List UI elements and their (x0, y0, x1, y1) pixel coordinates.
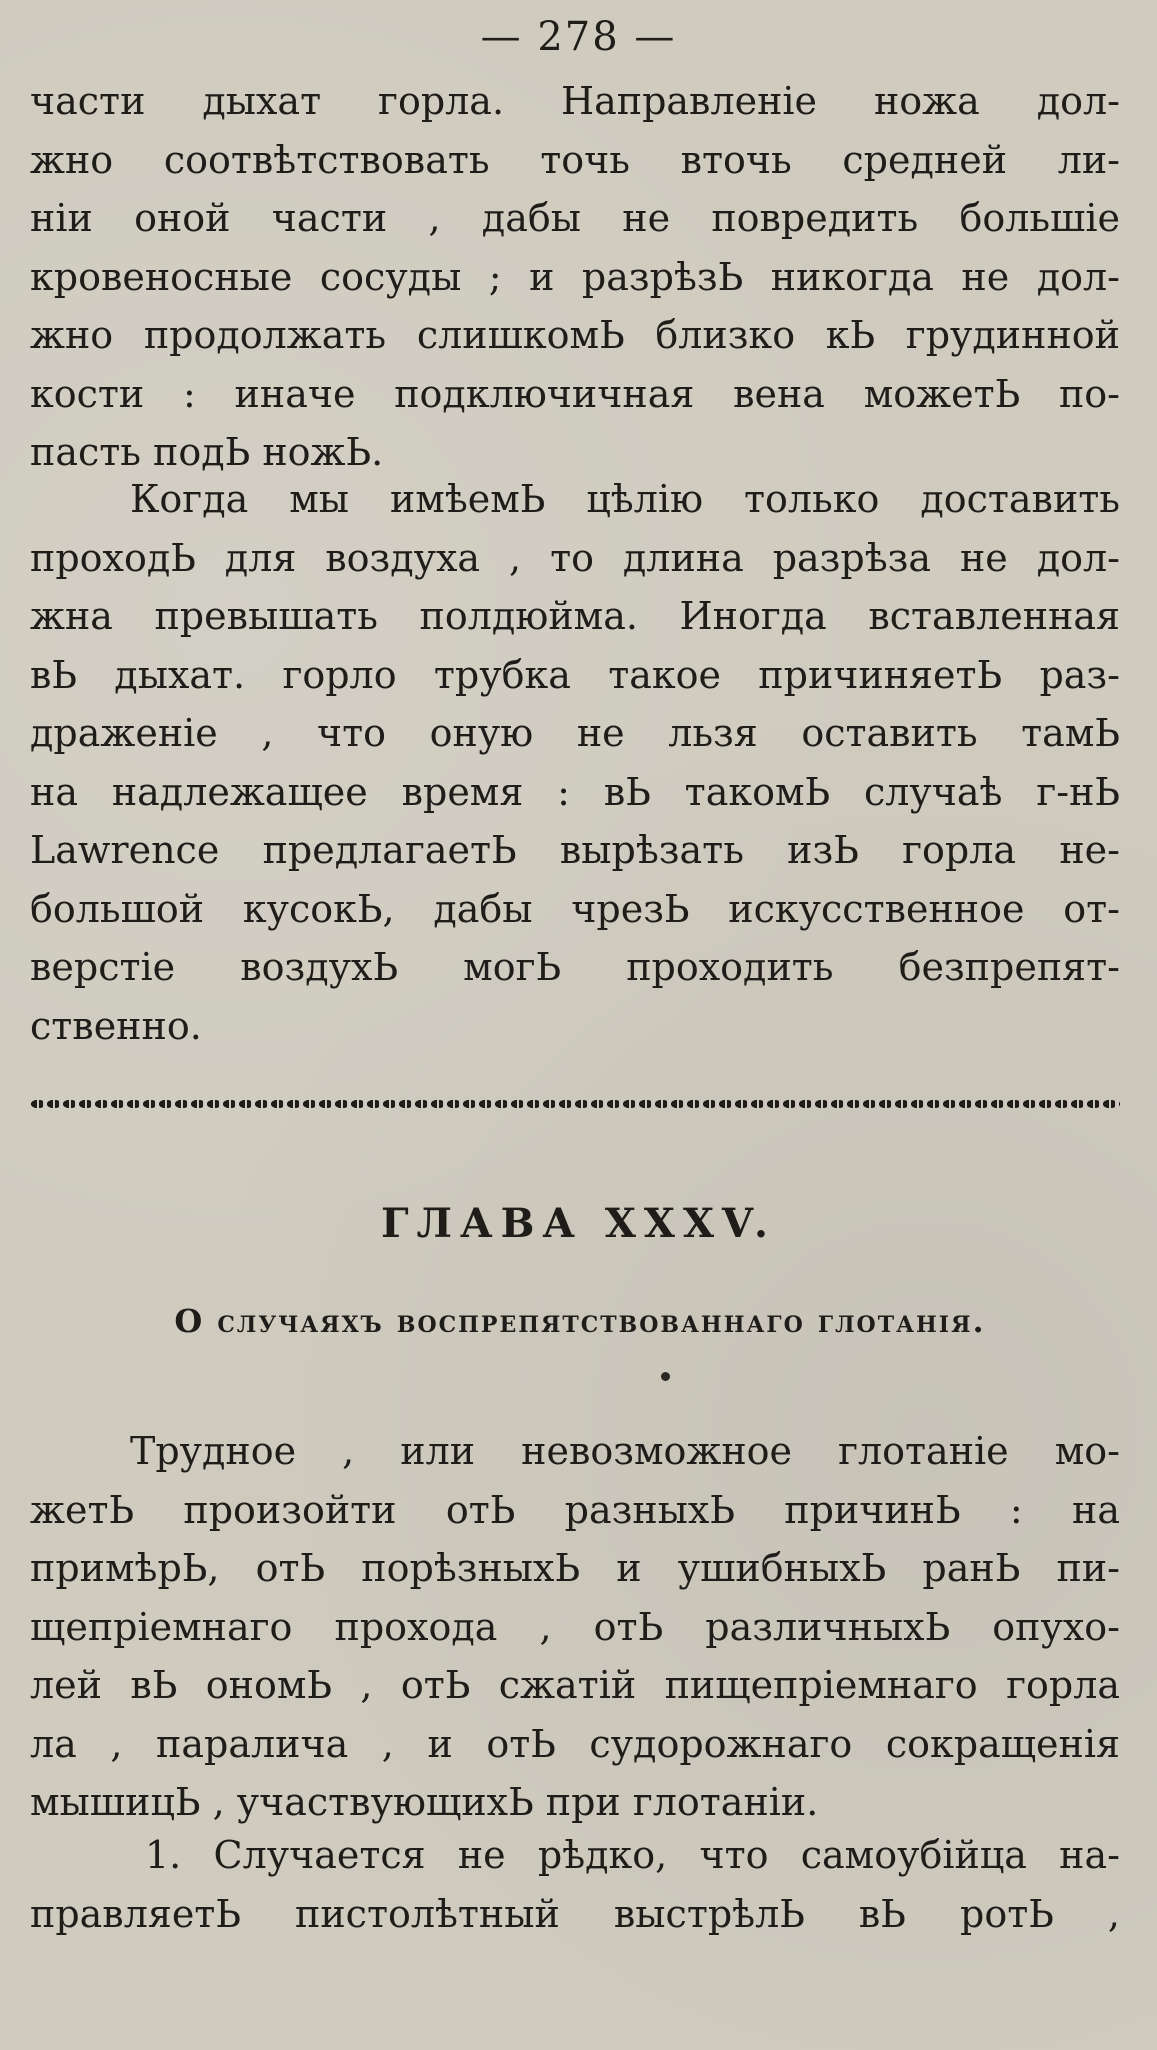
text-line: Трудное , или невозможное глотаніе мо- (130, 1429, 1120, 1473)
paragraph-3 (30, 1422, 1120, 1832)
text-line: 1. Случается не рѣдко, что самоубійца на- (145, 1833, 1120, 1877)
text-line: жно продолжать слишкомЬ близко кЬ грудинной (30, 313, 1120, 357)
text-line: лей вЬ ономЬ , отЬ сжатій пищепріемнаго горла (30, 1663, 1120, 1707)
text-line: ла , паралича , и отЬ судорожнаго сокращенія (30, 1721, 1120, 1766)
paragraph-1 (30, 72, 1120, 482)
text-line: пасть подЬ ножЬ. (30, 430, 384, 474)
text-line: жетЬ произойти отЬ разныхЬ причинЬ : на (30, 1487, 1120, 1532)
text-line: кровеносные сосуды ; и разрѣзЬ никогда не дол- (30, 254, 1120, 299)
text-line: кости : иначе подключичная вена можетЬ по- (30, 371, 1120, 416)
text-line: Когда мы имѣемЬ цѣлію только доставить (130, 477, 1120, 521)
text-line: ственно. (30, 1003, 202, 1048)
page-number: — 278 — (480, 14, 677, 60)
text-line: вЬ дыхат. горло трубка такое причиняетЬ раз- (30, 652, 1120, 697)
text-line: мышицЬ , участвующихЬ при глотаніи. (30, 1780, 819, 1824)
text-line: на надлежащее время : вЬ такомЬ случаѣ г-нЬ (30, 769, 1120, 814)
ornament-dot (661, 1372, 670, 1381)
paragraph-4 (30, 1826, 1120, 1943)
ornamental-divider (30, 1094, 1120, 1114)
text-line: проходЬ для воздуха , то длина разрѣза не дол- (30, 535, 1120, 580)
chapter-subtitle: О случаяхъ воспрепятствованнаго глотанія. (174, 1302, 986, 1340)
text-line: большой кусокЬ, дабы чрезЬ искусственное от- (30, 886, 1120, 931)
text-line: примѣрЬ, отЬ порѣзныхЬ и ушибныхЬ ранЬ пи- (30, 1546, 1120, 1590)
text-line: драженіе , что оную не льзя оставить тамЬ (30, 711, 1120, 755)
text-line: Lawrence предлагаетЬ вырѣзать изЬ горла не- (30, 828, 1120, 872)
text-line: жна превышать полдюйма. Иногда вставленная (30, 594, 1120, 638)
text-line: щепріемнаго прохода , отЬ различныхЬ опухо- (30, 1604, 1120, 1649)
chapter-title: ГЛАВА XXXV. (381, 1200, 776, 1247)
paragraph-2 (30, 470, 1120, 1055)
text-line: части дыхат горла. Направленіе ножа дол- (30, 79, 1120, 123)
text-line: правляетЬ пистолѣтный выстрѣлЬ вЬ ротЬ , (30, 1891, 1120, 1936)
text-line: жно соотвѣтствовать точь вточь средней ли- (30, 137, 1120, 182)
text-line: ніи оной части , дабы не повредить большіе (30, 196, 1120, 240)
text-line: верстіе воздухЬ могЬ проходить безпрепят- (30, 945, 1120, 989)
